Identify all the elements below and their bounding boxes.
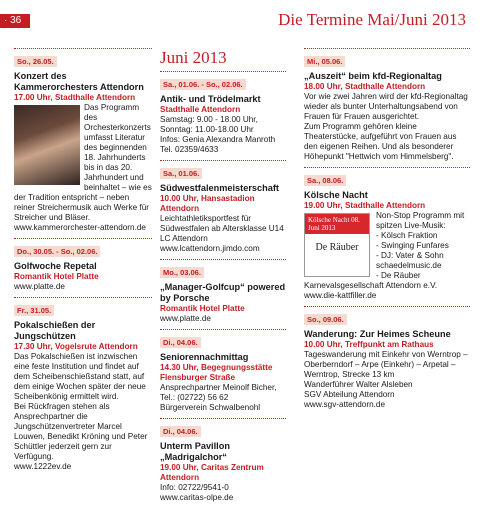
event-entry [14, 297, 152, 472]
event-title: Pokalschießen der Jungschützen [14, 320, 96, 341]
event-date: So., 09.06. [304, 314, 347, 325]
event-location: 18.00 Uhr, Stadthalle Attendorn [304, 82, 426, 91]
event-entry [14, 48, 152, 233]
month-heading: Juni 2013 [160, 48, 227, 67]
event-date: Di., 04.06. [160, 426, 201, 437]
event-description: Leichtathletiksportfest für Südwestfalen ab Altersklasse U14 LC Attendorn www.lcattendorn.jimdo.com [160, 214, 284, 253]
page-title: Die Termine Mai/Juni 2013 [278, 10, 466, 29]
event-description: www.platte.de [14, 282, 65, 291]
event-date: Mo., 03.06. [160, 267, 204, 278]
event-description: Das Programm des Orchesterkonzerts umfasst Literatur des beginnenden 18. Jahrhunderts bis in das 20. Jahrhundert und beinhaltet – wie es der Tradition entspricht – neben reiner Streichermusik auch Werke für Streicher und Bläser. www.kammerorchester-attendorn.de [14, 103, 152, 232]
column-1 [14, 48, 152, 477]
event-entry [304, 306, 470, 410]
event-description: Ansprechpartner Meinolf Bicher, Tel.: (02722) 56 62 Bürgerverein Schwalbenohl [160, 383, 277, 412]
event-title: Wanderung: Zur Heimes Scheune [304, 329, 451, 339]
event-date: Sa., 01.06. - So., 02.06. [160, 79, 246, 90]
column-2 [160, 48, 286, 508]
event-poster-image [304, 213, 370, 277]
column-3 [304, 48, 470, 415]
event-location: 17.30 Uhr, Vogelsrute Attendorn [14, 342, 138, 351]
event-date: Mi., 05.06. [304, 56, 345, 67]
event-description: www.platte.de [160, 314, 211, 323]
event-title: Golfwoche Repetal [14, 261, 97, 271]
event-title: Seniorennachmittag [160, 352, 249, 362]
event-date: Fr., 31.05. [14, 305, 54, 316]
event-title: Unterm Pavillon „Madrigalchor“ [160, 441, 230, 462]
event-entry [160, 259, 286, 324]
event-title: Südwestfalenmeisterschaft [160, 183, 279, 193]
event-entry [14, 238, 152, 292]
event-title: Antik- und Trödelmarkt [160, 94, 261, 104]
event-title: „Auszeit“ beim kfd-Regionaltag [304, 71, 442, 81]
event-date: Sa., 01.06. [160, 168, 202, 179]
poster-band-name: De Räuber [315, 242, 359, 253]
event-description: Das Pokalschießen ist inzwischen eine feste Institution und findet auf dem Scheibenschießstand statt, auf dem einige Wochen später der neue Scheibenkönig ermittelt wird. Bei Rückfragen stehen als Ansprechpartner die Jungschützenvertreter Marcel Louwen, Benedikt Kröning und Peter Schüttler jederzeit gern zur Verfügung. www.1222ev.de [14, 352, 148, 471]
event-location: Stadthalle Attendorn [160, 105, 241, 114]
event-location: 14.30 Uhr, Begegnungsstätte Flensburger Straße [160, 363, 273, 382]
event-entry [160, 71, 286, 155]
event-entry [304, 167, 470, 301]
event-location: 19.00 Uhr, Stadthalle Attendorn [304, 201, 426, 210]
event-description: Non-Stop Programm mit spitzen Live-Musik: - Kölsch Fraktion - Swinging Funfares - DJ: Vater & Sohn schaedelmusic.de - De Räuber Karnevalsgesellschaft Attendorn e.V. www.die-kattfiller.de [304, 211, 465, 300]
poster-heading: Kölsche Nacht 08. Juni 2013 [305, 214, 369, 234]
event-title: Kölsche Nacht [304, 190, 368, 200]
event-date: So., 26.05. [14, 56, 57, 67]
event-location: Romantik Hotel Platte [160, 304, 245, 313]
event-title: Konzert des Kammerorchesters Attendorn [14, 71, 144, 92]
event-entry [160, 160, 286, 254]
musician-photo [14, 105, 80, 185]
event-entry [160, 329, 286, 413]
event-location: 17.00 Uhr, Stadthalle Attendorn [14, 93, 136, 102]
event-entry [304, 48, 470, 162]
event-location: 10.00 Uhr, Hansastadion Attendorn [160, 194, 255, 213]
event-description: Samstag: 9.00 - 18.00 Uhr, Sonntag: 11.00-18.00 Uhr Infos: Genia Alexandra Manroth Tel. 02359/4633 [160, 115, 276, 154]
event-date: Sa., 08.06. [304, 175, 346, 186]
event-description: Vor wie zwei Jahren wird der kfd-Regionaltag wieder als bunter Unterhaltungsabend von Frauen für Frauen ausgerichtet. Zum Programm gehören kleine Theaterstücke, aufgeführt von Frauen aus den eigenen Reihen. Und als besonderer Höhepunkt "Hettwich vom Himmelsberg". [304, 92, 468, 161]
event-location: 19.00 Uhr, Caritas Zentrum Attendorn [160, 463, 264, 482]
event-location: Romantik Hotel Platte [14, 272, 99, 281]
event-title: „Manager-Golfcup“ powered by Porsche [160, 282, 286, 303]
event-description: Info: 02722/9541-0 www.caritas-olpe.de [160, 483, 234, 502]
event-date: Di., 04.06. [160, 337, 201, 348]
page-number: · 36 [0, 14, 30, 28]
event-entry [160, 418, 286, 503]
event-description: Tageswanderung mit Einkehr von Werntrop – Oberberndorf – Arpe (Einkehr) – Arpetal – Werntrop, Strecke 13 km Wanderführer Walter Alsleben SGV Abteilung Attendorn www.sgv-attendorn.de [304, 350, 468, 409]
event-location: 10.00 Uhr, Treffpunkt am Rathaus [304, 340, 434, 349]
event-date: Do., 30.05. - So., 02.06. [14, 246, 100, 257]
